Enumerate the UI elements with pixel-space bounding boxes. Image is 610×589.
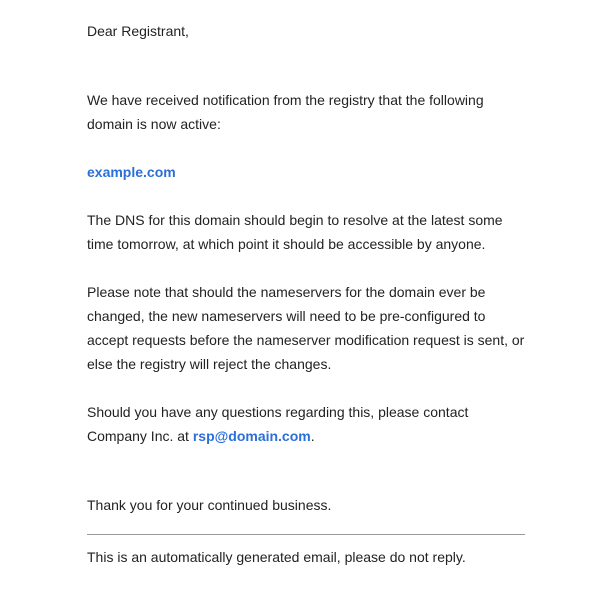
domain-line [87, 160, 527, 184]
contact-prefix: Should you have any questions regarding this, please contact Company Inc. at [87, 404, 469, 444]
contact-suffix: . [310, 428, 315, 444]
nameserver-paragraph: Please note that should the nameservers for the domain ever be changed, the new nameservers will need to be pre-configured to accept requests before the nameserver modification request is sent, or else the registry will reject the changes. [87, 284, 525, 372]
intro-paragraph: We have received notification from the registry that the following domain is now active: [87, 92, 484, 132]
contact-paragraph [87, 400, 527, 448]
footer-divider [87, 534, 525, 535]
dns-paragraph: The DNS for this domain should begin to resolve at the latest some time tomorrow, at which point it should be accessible by anyone. [87, 212, 503, 252]
contact-email-link[interactable]: rsp@domain.com [192, 428, 311, 444]
thanks-line: Thank you for your continued business. [87, 497, 332, 513]
footer-note: This is an automatically generated email, please do not reply. [87, 549, 466, 565]
domain-link[interactable]: example.com [87, 164, 176, 180]
email-content [87, 19, 527, 569]
greeting: Dear Registrant, [87, 23, 189, 39]
